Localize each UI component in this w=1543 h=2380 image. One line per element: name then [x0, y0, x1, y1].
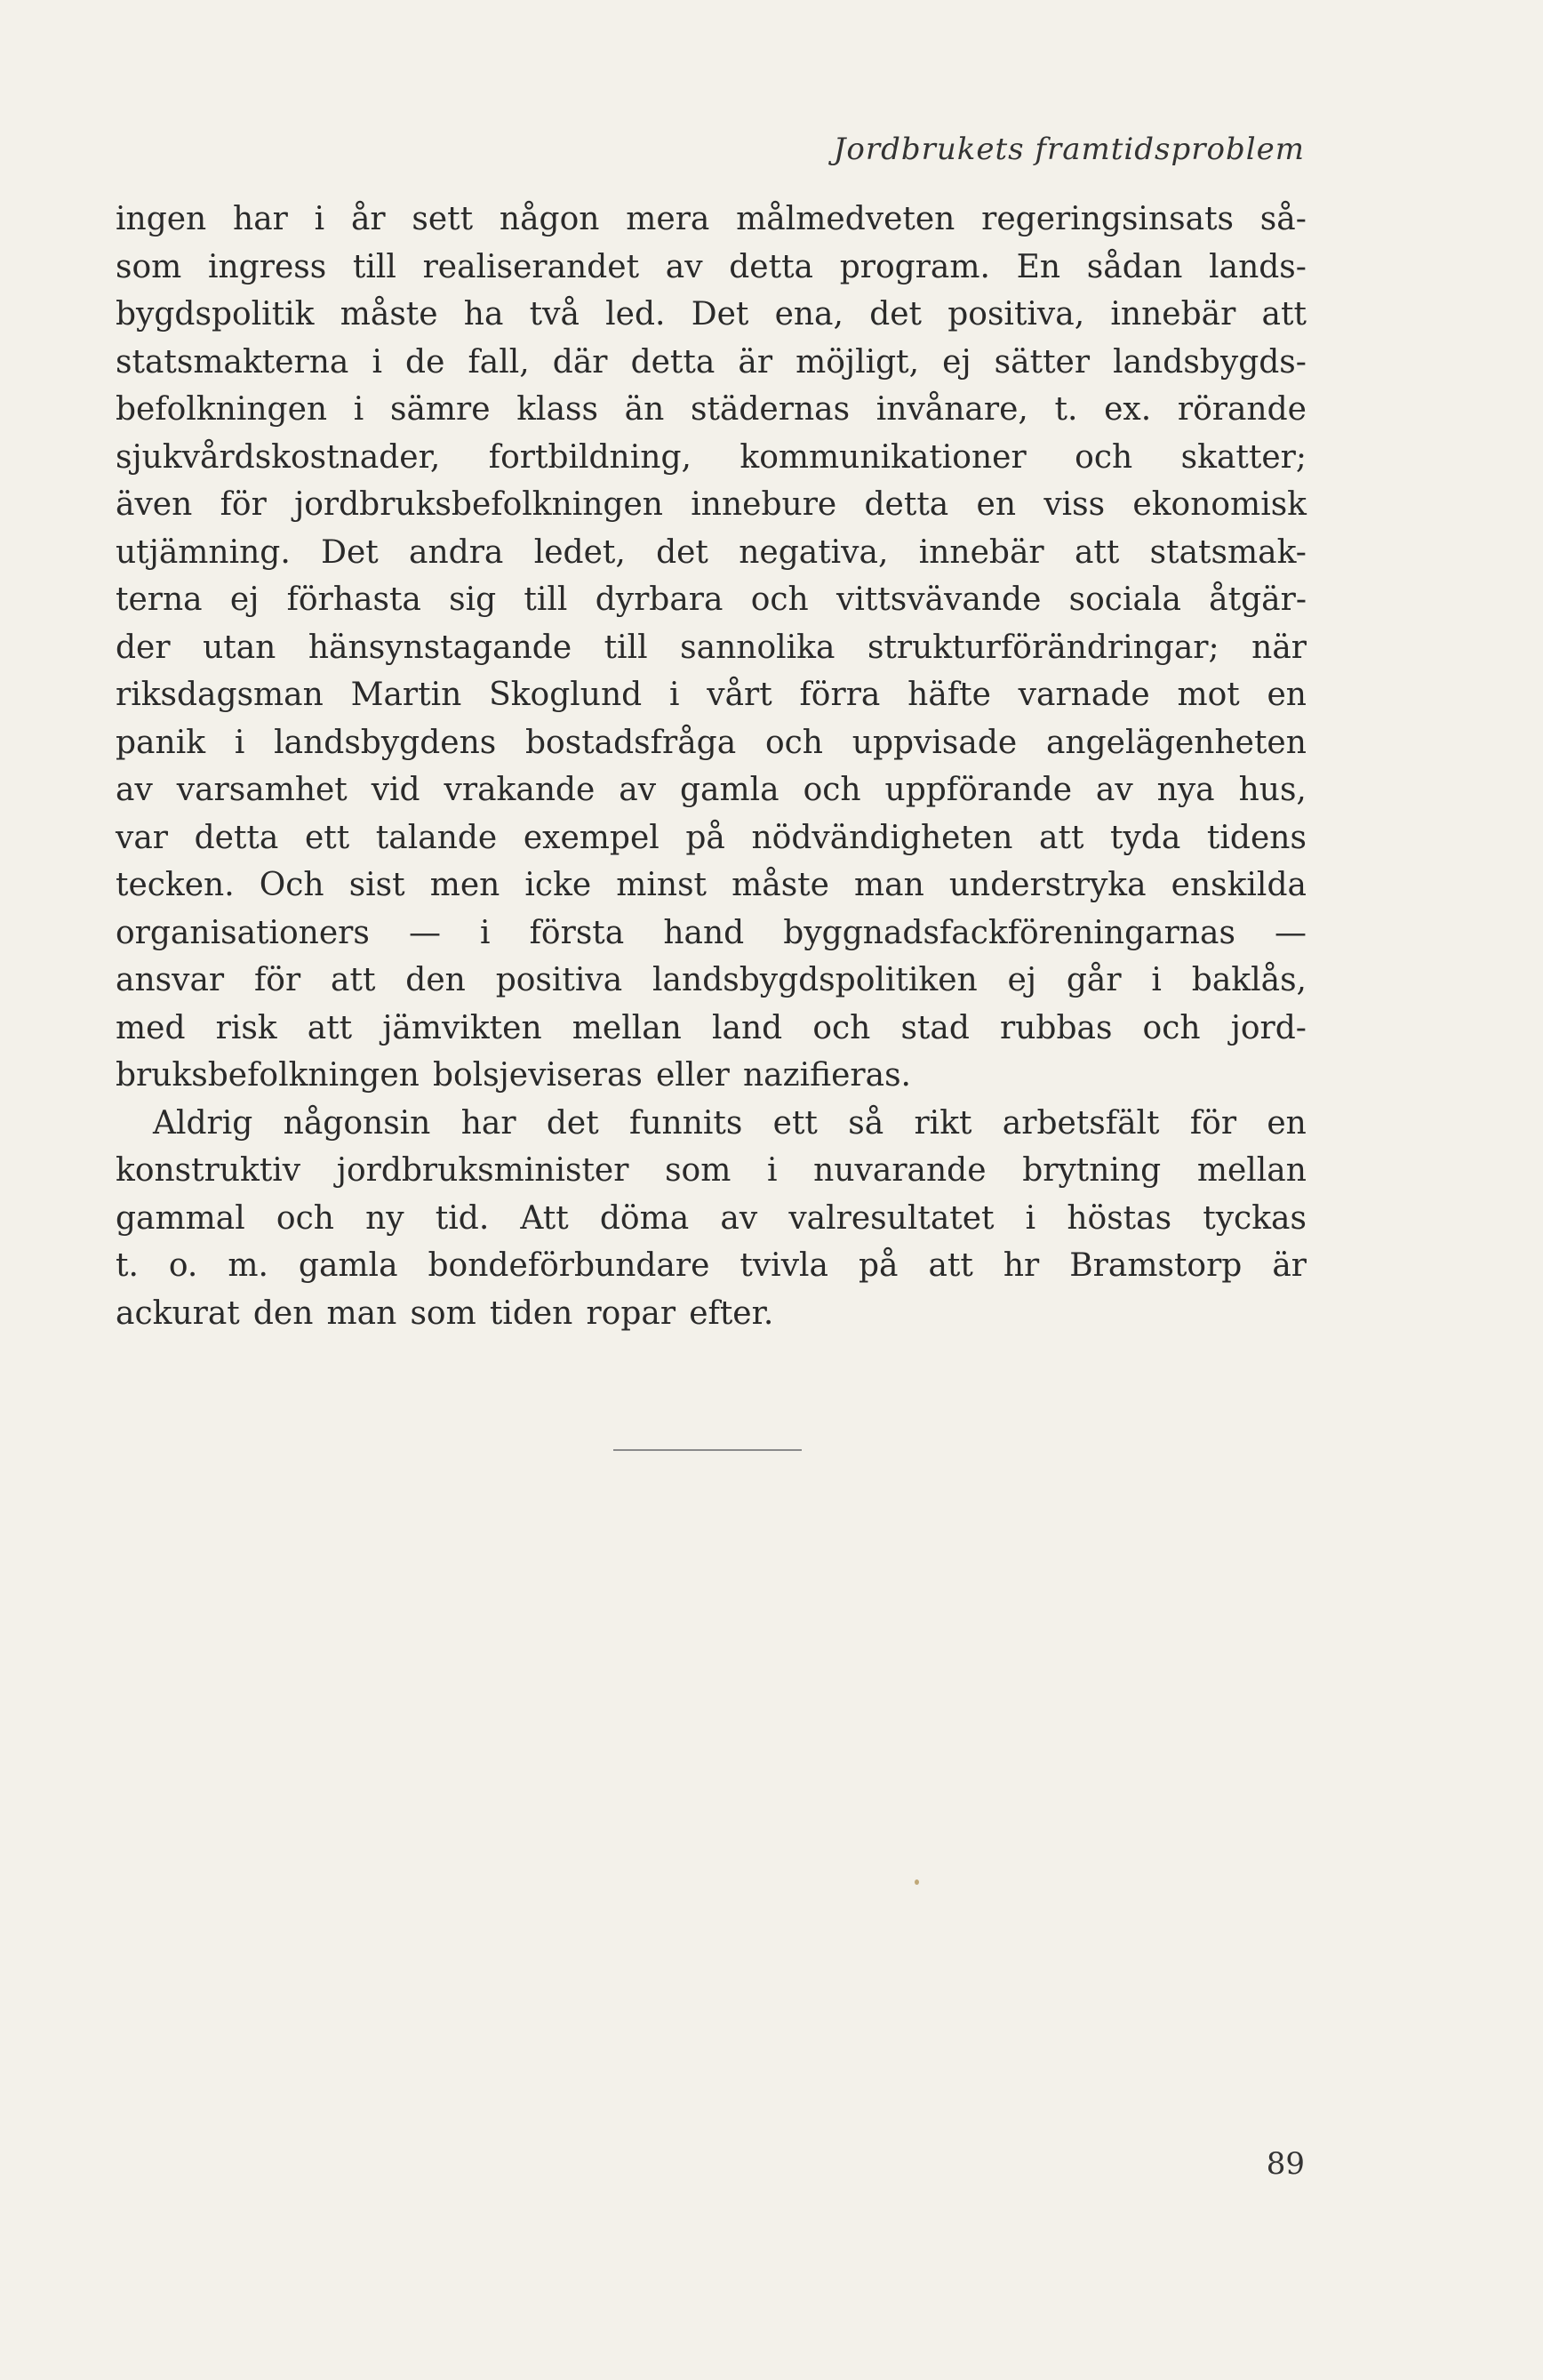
text-line: organisationers — i första hand byggnadsfackföreningarnas —	[116, 914, 1307, 951]
section-divider	[613, 1449, 802, 1451]
text-line: t. o. m. gamla bondeförbundare tvivla på att hr Bramstorp är	[116, 1247, 1307, 1284]
text-line: tecken. Och sist men icke minst måste man understryka enskilda	[116, 867, 1307, 903]
print-speck	[915, 1879, 919, 1885]
text-line: även för jordbruksbefolkningen innebure detta en viss ekonomisk	[116, 486, 1307, 523]
text-line: statsmakterna i de fall, där detta är möjligt, ej sätter landsbygds-	[116, 343, 1307, 381]
text-line: ingen har i år sett någon mera målmedveten regeringsinsats så-	[116, 201, 1307, 237]
text-line: sjukvårdskostnader, fortbildning, kommunikationer och skatter;	[116, 438, 1307, 476]
paragraph	[116, 196, 1307, 1100]
text-line: der utan hänsynstagande till sannolika strukturförändringar; när	[116, 629, 1307, 666]
text-line: var detta ett talande exempel på nödvändigheten att tyda tidens	[116, 819, 1307, 856]
text-line: befolkningen i sämre klass än städernas invånare, t. ex. rörande	[116, 391, 1307, 428]
text-line: av varsamhet vid vrakande av gamla och uppförande av nya hus,	[116, 772, 1307, 808]
body-text	[116, 196, 1307, 1337]
text-line: som ingress till realiserandet av detta program. En sådan lands-	[116, 248, 1307, 285]
text-line: ackurat den man som tiden ropar efter.	[116, 1294, 774, 1332]
text-line: bygdspolitik måste ha två led. Det ena, det positiva, innebär att	[116, 296, 1307, 333]
text-line: utjämning. Det andra ledet, det negativa, innebär att statsmak-	[116, 533, 1307, 571]
text-line: bruksbefolkningen bolsjeviseras eller nazifieras.	[116, 1057, 912, 1094]
text-line: riksdagsman Martin Skoglund i vårt förra häfte varnade mot en	[116, 677, 1307, 713]
text-line: konstruktiv jordbruksminister som i nuvarande brytning mellan	[116, 1152, 1307, 1189]
text-line: gammal och ny tid. Att döma av valresultatet i höstas tyckas	[116, 1199, 1307, 1237]
text-line: panik i landsbygdens bostadsfråga och uppvisade angelägenheten	[116, 724, 1307, 761]
text-line: ansvar för att den positiva landsbygdspolitiken ej går i baklås,	[116, 962, 1307, 998]
text-line: terna ej förhasta sig till dyrbara och vittsvävande sociala åtgär-	[116, 581, 1307, 618]
page-number: 89	[1266, 2146, 1305, 2182]
running-head: Jordbrukets framtidsproblem	[833, 132, 1305, 167]
paragraph	[116, 1100, 1307, 1338]
text-line: med risk att jämvikten mellan land och stad rubbas och jord-	[116, 1009, 1307, 1046]
text-line: Aldrig någonsin har det funnits ett så rikt arbetsfält för en	[153, 1104, 1307, 1142]
